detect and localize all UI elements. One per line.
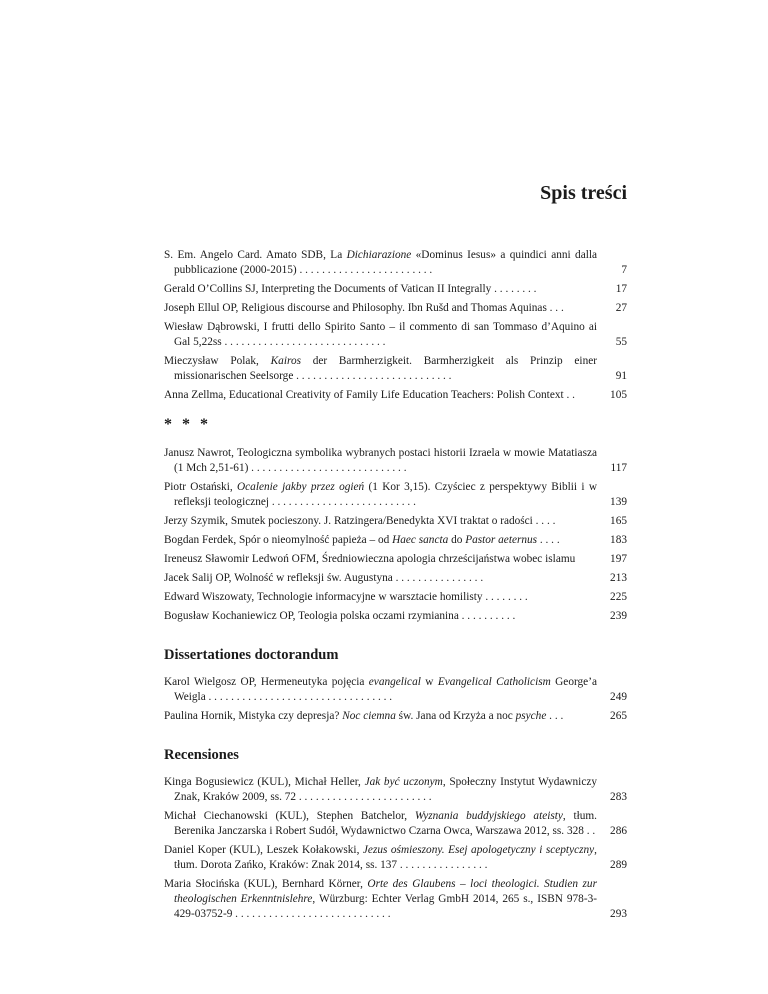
toc-page-number: 105	[610, 389, 627, 401]
toc-entry-title-italic: Pastor aeternus	[465, 534, 538, 546]
toc-page-number: 17	[615, 283, 627, 295]
toc-page-number: 117	[610, 462, 627, 474]
toc-page-number: 283	[610, 791, 627, 803]
toc-page-number: 139	[610, 496, 627, 508]
toc-entry-title-italic: Haec sancta	[392, 534, 449, 546]
toc-entry-text	[164, 388, 597, 403]
toc-entry	[164, 571, 627, 586]
toc-entry-text	[164, 301, 597, 316]
toc-entry-text	[164, 446, 597, 476]
toc-entry-title: , Würzburg: Echter Verlag GmbH 2014, 265 s., ISBN 978-3-429-03752-9 . . . . . . . . . . . . . . . . . . . . . . . . . . . .	[174, 893, 597, 920]
toc-entry-text	[164, 675, 597, 705]
toc-entry	[164, 320, 627, 350]
toc-entry-text	[164, 590, 597, 605]
toc-entry-text	[164, 843, 597, 873]
toc-page-number: 239	[610, 610, 627, 622]
toc-entry-text	[164, 480, 597, 510]
page-title: Spis treści	[540, 182, 627, 204]
toc-page-number: 213	[610, 572, 627, 584]
toc-entry-text	[164, 533, 597, 548]
toc-entry-text	[164, 709, 597, 724]
section-heading-dissertationes: Dissertationes doctorandum	[164, 647, 339, 663]
toc-entry-title: . . . .	[537, 534, 560, 546]
toc-page-number: 27	[615, 302, 627, 314]
toc-page-number: 55	[615, 336, 627, 348]
toc-entry-text	[164, 877, 597, 922]
toc-page-number: 293	[610, 908, 627, 920]
toc-entry-text	[164, 571, 597, 586]
toc-entry	[164, 388, 627, 403]
toc-entry-text	[164, 320, 597, 350]
toc-page-number: 183	[610, 534, 627, 546]
toc-entry-text	[164, 514, 597, 529]
toc-page-number: 249	[610, 691, 627, 703]
toc-page-number: 197	[610, 553, 627, 565]
toc-group-articles-2	[164, 446, 627, 624]
toc-entry-title: Jacek Salij OP, Wolność w refleksji św. Augustyna . . . . . . . . . . . . . . . .	[164, 572, 484, 584]
toc-entry-title: , Społeczny Instytut Wydawniczy Znak, Kraków 2009, ss. 72 . . . . . . . . . . . . . . . . . . . . . . . .	[174, 776, 598, 803]
toc-entry-title: Piotr Ostański,	[164, 481, 237, 493]
toc-entry-title-italic: evangelical	[368, 676, 421, 688]
toc-entry-title: George’a Weigla . . . . . . . . . . . . . . . . . . . . . . . . . . . . . . . . .	[174, 676, 597, 703]
toc-entry-title: der Barmherzigkeit. Barmherzigkeit als Prinzip einer missionarischen Seelsorge . . . . . . . . . . . . . . . . . . . . . . . . . . . .	[174, 355, 597, 382]
toc-page-number: 289	[610, 859, 627, 871]
toc-entry	[164, 282, 627, 297]
toc-group-articles	[164, 248, 627, 403]
toc-entry-title: do	[448, 534, 466, 546]
section-heading-recensiones: Recensiones	[164, 747, 239, 763]
toc-entry-title: Joseph Ellul OP, Religious discourse and Philosophy. Ibn Rušd and Thomas Aquinas . . .	[164, 302, 564, 314]
toc-entry-title: Maria Słocińska (KUL), Bernhard Körner,	[164, 878, 368, 890]
toc-entry-title: w	[420, 676, 438, 688]
toc-entry-title-italic: psyche	[515, 710, 547, 722]
toc-page-number: 286	[610, 825, 627, 837]
toc-entry-title: , tłum. Dorota Zańko, Kraków: Znak 2014, ss. 137 . . . . . . . . . . . . . . . .	[174, 844, 597, 871]
toc-entry	[164, 354, 627, 384]
toc-entry-title-italic: Noc ciemna	[342, 710, 396, 722]
toc-entry	[164, 609, 627, 624]
toc-entry	[164, 843, 627, 873]
toc-page-number: 265	[610, 710, 627, 722]
toc-entry-title-italic: Dichiarazione	[346, 249, 412, 261]
toc-entry-title-italic: Jak być uczonym	[364, 776, 443, 788]
toc-entry	[164, 301, 627, 316]
toc-entry-title: S. Em. Angelo Card. Amato SDB, La	[164, 249, 347, 261]
toc-entry-title: Michał Ciechanowski (KUL), Stephen Batchelor,	[164, 810, 415, 822]
toc-group-recensiones	[164, 775, 627, 922]
toc-page-number: 7	[621, 264, 627, 276]
toc-entry-title: Janusz Nawrot, Teologiczna symbolika wybranych postaci historii Izraela w mowie Matatiasza (1 Mch 2,51-61) . . . . . . . . . . . . . . . . . . . . . . . . . . . .	[164, 447, 597, 474]
toc-entry	[164, 590, 627, 605]
toc-entry-title: Bogdan Ferdek, Spór o nieomylność papieża – od	[164, 534, 393, 546]
toc-entry	[164, 675, 627, 705]
toc-entry-title: Gerald O’Collins SJ, Interpreting the Documents of Vatican II Integrally . . . . . . . .	[164, 283, 537, 295]
toc-entry-title: Daniel Koper (KUL), Leszek Kołakowski,	[164, 844, 363, 856]
toc-entry-title: Kinga Bogusiewicz (KUL), Michał Heller,	[164, 776, 365, 788]
toc-entry-text	[164, 248, 597, 278]
toc-entry	[164, 446, 627, 476]
toc-page-number: 165	[610, 515, 627, 527]
toc-entry-title-italic: Ocalenie jakby przez ogień	[237, 481, 365, 493]
toc-entry-title-italic: Jezus ośmieszony. Esej apologetyczny i sceptyczny	[362, 844, 595, 856]
toc-entry-title: Karol Wielgosz OP, Hermeneutyka pojęcia	[164, 676, 369, 688]
toc-entry-text	[164, 609, 597, 624]
toc-entry-title: Edward Wiszowaty, Technologie informacyjne w warsztacie homilisty . . . . . . . .	[164, 591, 528, 603]
toc-entry-title: (1 Kor 3,15). Czyściec z perspektywy Biblii i w refleksji teologicznej . . . . . . . . . . . . . . . . . . . . . . . . . .	[174, 481, 597, 508]
toc-entry-title: Jerzy Szymik, Smutek pocieszony. J. Ratzingera/Benedykta XVI traktat o radości . . . .	[164, 515, 556, 527]
toc-entry-title: «Dominus Iesus» a quindici anni dalla pubblicazione (2000-2015) . . . . . . . . . . . . . . . . . . . . . . . .	[174, 249, 597, 276]
toc-entry	[164, 514, 627, 529]
toc-entry-title: Paulina Hornik, Mistyka czy depresja?	[164, 710, 343, 722]
toc-page-number: 225	[610, 591, 627, 603]
toc-entry-title: . . .	[546, 710, 564, 722]
toc-entry	[164, 480, 627, 510]
toc-entry-title: Ireneusz Sławomir Ledwoń OFM, Średniowieczna apologia chrześcijaństwa wobec islamu	[164, 553, 576, 565]
toc-entry	[164, 248, 627, 278]
toc-group-dissertationes	[164, 675, 627, 724]
toc-entry-text	[164, 552, 597, 567]
toc-entry-title: Mieczysław Polak,	[164, 355, 271, 367]
toc-entry	[164, 877, 627, 922]
toc-entry-text	[164, 775, 597, 805]
toc-entry	[164, 809, 627, 839]
toc-entry-title: Anna Zellma, Educational Creativity of Family Life Education Teachers: Polish Context . .	[164, 389, 575, 401]
toc-entry-title-italic: Kairos	[270, 355, 301, 367]
toc-entry	[164, 552, 627, 567]
toc-page-number: 91	[615, 370, 627, 382]
toc-entry-title-italic: Orte des Glaubens – loci theologici. Studien zur theologischen Erkenntnislehre	[174, 878, 597, 905]
table-of-contents	[164, 248, 627, 926]
toc-entry-title: Wiesław Dąbrowski, I frutti dello Spirito Santo – il commento di san Tommaso d’Aquino ai Gal 5,22ss . . . . . . . . . . . . . . . . . . . . . . . . . . . . .	[164, 321, 597, 348]
toc-entry-text	[164, 809, 597, 839]
toc-entry	[164, 775, 627, 805]
toc-entry-text	[164, 282, 597, 297]
toc-entry-text	[164, 354, 597, 384]
toc-entry-title-italic: Evangelical Catholicism	[437, 676, 551, 688]
toc-entry	[164, 709, 627, 724]
toc-entry	[164, 533, 627, 548]
toc-entry-title: , tłum. Berenika Janczarska i Robert Sudół, Wydawnictwo Czarna Owca, Warszawa 2012, ss. 328 . .	[174, 810, 598, 837]
toc-entry-title: Bogusław Kochaniewicz OP, Teologia polska oczami rzymianina . . . . . . . . . .	[164, 610, 516, 622]
toc-entry-title-italic: Wyznania buddyjskiego ateisty	[414, 810, 563, 822]
toc-entry-title: św. Jana od Krzyża a noc	[395, 710, 516, 722]
section-separator: * * *	[164, 416, 211, 433]
